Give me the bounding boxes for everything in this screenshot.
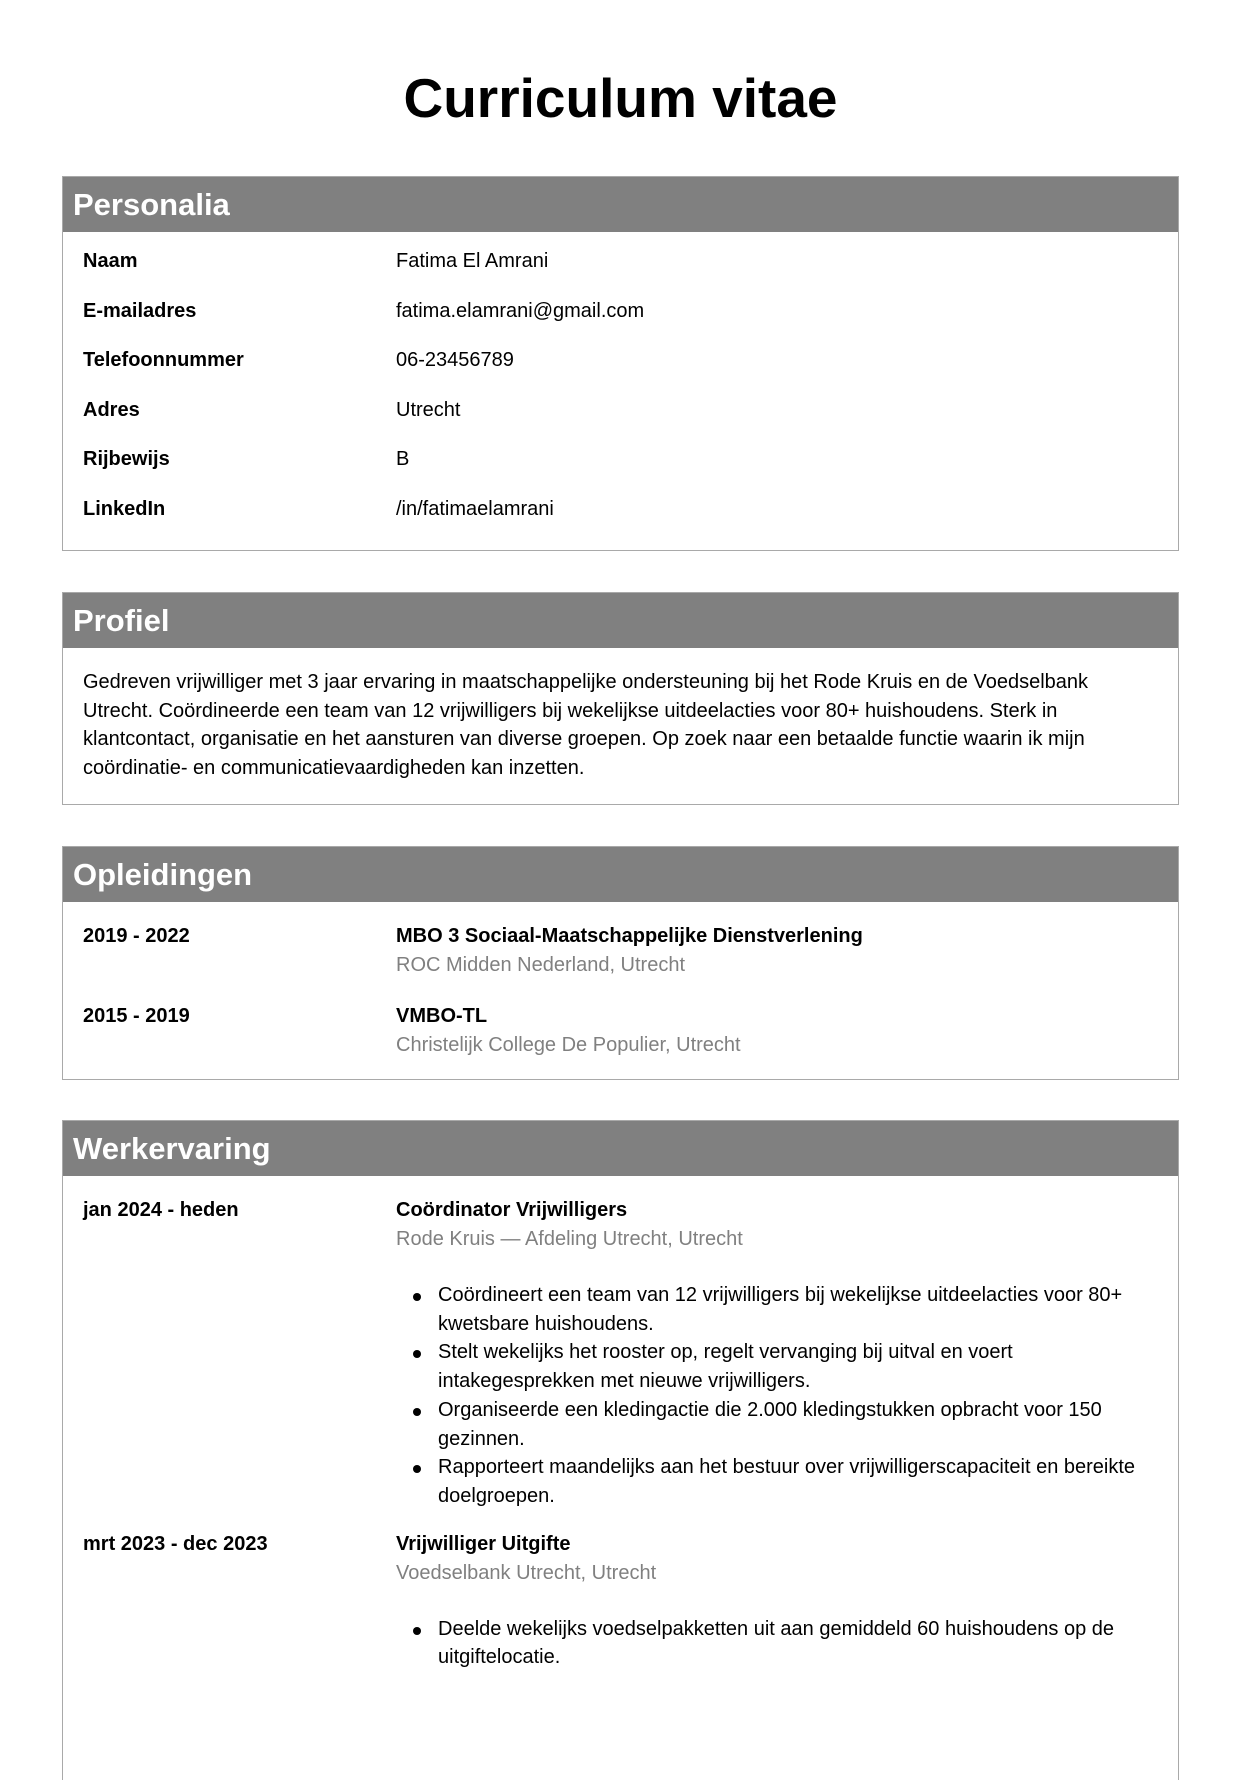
field-label: E-mailadres [83,299,197,322]
education-title: VMBO-TL [396,1005,488,1027]
job-organisation: Voedselbank Utrecht, Utrecht [396,1561,657,1584]
education-section [62,846,1179,1080]
job-bullet: Rapporteert maandelijks aan het bestuur over vrijwilligerscapaciteit en bereikte doelgroepen. [396,1453,1158,1510]
job-bullet: Organiseerde een kledingactie die 2.000 kledingstukken opbracht voor 150 gezinnen. [396,1396,1158,1453]
profile-text: Gedreven vrijwilliger met 3 jaar ervaring in maatschappelijke ondersteuning bij het Rode Kruis en de Voedselbank Utrecht. Coördineerde een team van 12 vrijwilligers bij wekelijkse uitdeelacties voor 80+ huishoudens. Sterk in klantcontact, organisatie en het aansturen van diverse groepen. Op zoek naar een betaalde functie waarin ik mijn coördinatie- en communicatievaardigheden kan inzetten. [83,671,1089,780]
field-value: Fatima El Amrani [396,250,549,272]
field-value: 06-23456789 [396,349,514,371]
job-title: Coördinator Vrijwilligers [396,1199,628,1221]
education-title: MBO 3 Sociaal-Maatschappelijke Dienstverlening [396,925,863,947]
job-title: Vrijwilliger Uitgifte [396,1532,571,1555]
education-institution: ROC Midden Nederland, Utrecht [396,954,686,976]
job-period: mrt 2023 - dec 2023 [83,1532,268,1555]
education-institution: Christelijk College De Populier, Utrecht [396,1034,741,1056]
education-period: 2019 - 2022 [83,925,190,947]
job-bullet-list [396,1281,1158,1511]
personal-row-phone [83,346,1158,396]
job-bullet: Coördineert een team van 12 vrijwilligers bij wekelijkse uitdeelacties voor 80+ kwetsbare huishoudens. [396,1281,1158,1338]
personal-row-email [83,297,1158,347]
job-bullet: Stelt wekelijks het rooster op, regelt vervanging bij uitval en voert intakegesprekken met nieuwe vrijwilligers. [396,1338,1158,1395]
field-label: Rijbewijs [83,448,170,470]
section-heading: Personalia [63,177,1178,232]
field-label: Telefoonnummer [83,349,244,371]
job-bullet: Deelde wekelijks voedselpakketten uit aan gemiddeld 60 huishoudens op de uitgiftelocatie. [396,1615,1158,1672]
section-heading: Opleidingen [63,847,1178,902]
education-period: 2015 - 2019 [83,1005,190,1027]
section-heading: Profiel [63,593,1178,648]
field-value: B [396,448,410,470]
personal-row-license [83,445,1158,495]
field-label: Adres [83,398,140,421]
field-value: /in/fatimaelamrani [396,497,554,520]
personal-row-linkedin [83,495,1158,545]
job-organisation: Rode Kruis — Afdeling Utrecht, Utrecht [396,1228,743,1250]
profile-section [62,592,1179,805]
field-value: Utrecht [396,398,461,421]
page-title: Curriculum vitae [403,67,838,129]
field-label: LinkedIn [83,497,166,520]
work-experience-section [62,1120,1179,1780]
education-item [83,1002,1158,1060]
field-label: Naam [83,250,138,272]
job-item [83,1530,1158,1672]
job-period: jan 2024 - heden [83,1199,239,1221]
personal-row-address [83,396,1158,446]
section-heading: Werkervaring [63,1121,1178,1176]
field-value: fatima.elamrani@gmail.com [396,299,645,322]
job-item [83,1196,1158,1511]
education-item [83,922,1158,980]
personalia-section [62,176,1179,551]
personal-row-name [83,247,1158,297]
job-bullet-list [396,1615,1158,1672]
